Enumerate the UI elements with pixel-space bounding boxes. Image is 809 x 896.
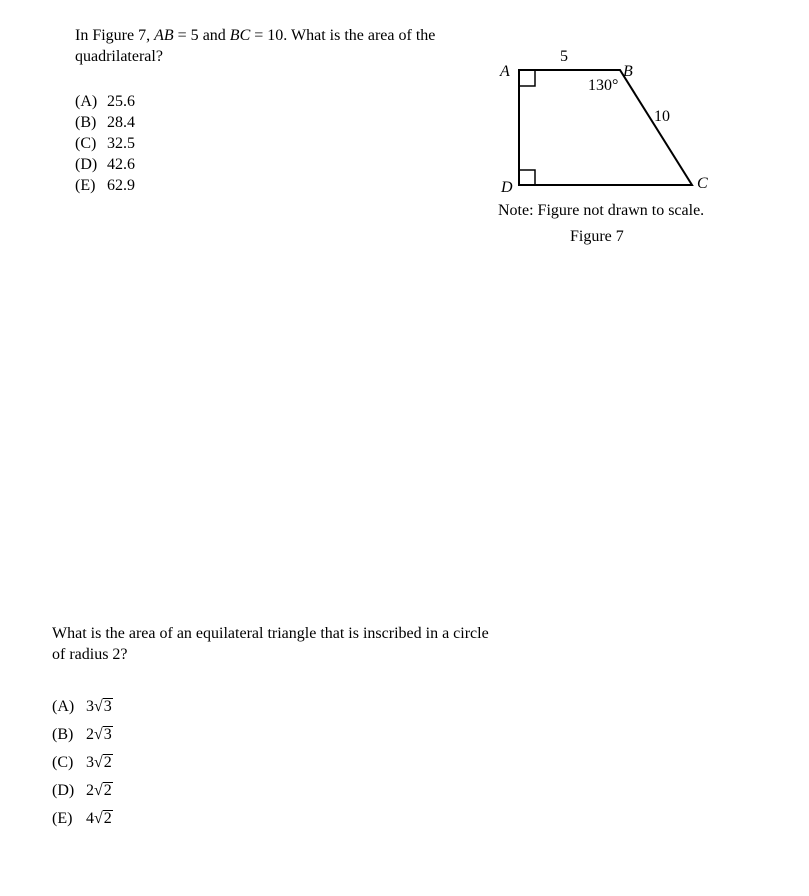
side-ab-length: 5	[560, 48, 568, 65]
choice-letter: (A)	[52, 698, 75, 715]
choice-c[interactable]	[52, 749, 113, 777]
choice-value: 28.4	[107, 114, 135, 131]
choice-d[interactable]	[75, 154, 135, 175]
right-angle-marker-d	[519, 170, 535, 185]
choice-coefficient: 4	[86, 810, 94, 827]
choice-letter: (A)	[75, 93, 98, 110]
figure-caption: Figure 7	[570, 228, 624, 245]
choice-letter: (D)	[75, 156, 98, 173]
radical-sign: √	[94, 810, 103, 827]
choice-value: 42.6	[107, 156, 135, 173]
q1-bc-label: BC	[229, 27, 251, 44]
radical-sign: √	[94, 698, 103, 715]
choice-letter: (E)	[75, 177, 96, 194]
choice-b[interactable]	[75, 112, 135, 133]
radicand: 2	[103, 810, 112, 827]
radical-expression	[94, 777, 113, 805]
figure-note: Note: Figure not drawn to scale.	[498, 202, 705, 219]
choice-c[interactable]	[75, 133, 135, 154]
choice-coefficient: 3	[86, 698, 94, 715]
vertex-b-label: B	[623, 63, 633, 80]
radical-sign: √	[94, 726, 103, 743]
q1-ab-label: AB	[154, 27, 174, 44]
angle-b-label: 130°	[588, 77, 619, 94]
question-1-choices	[75, 91, 135, 196]
choice-e[interactable]	[75, 175, 135, 196]
choice-letter: (B)	[52, 726, 74, 743]
radicand: 3	[103, 726, 112, 743]
choice-letter: (C)	[52, 754, 74, 771]
choice-value: 32.5	[107, 135, 135, 152]
choice-coefficient: 2	[86, 782, 94, 799]
question-1-text	[75, 25, 495, 67]
radical-expression	[94, 693, 113, 721]
question-2-text: What is the area of an equilateral triangle that is inscribed in a circle of radius 2?	[52, 625, 489, 663]
right-angle-marker-a	[519, 70, 535, 86]
q1-bc-equals: = 10	[254, 27, 284, 44]
choice-letter: (D)	[52, 782, 75, 799]
vertex-d-label: D	[501, 179, 513, 196]
choice-letter: (E)	[52, 810, 73, 827]
choice-coefficient: 3	[86, 754, 94, 771]
choice-coefficient: 2	[86, 726, 94, 743]
question-2-choices	[52, 693, 113, 833]
choice-b[interactable]	[52, 721, 113, 749]
radical-expression	[94, 721, 113, 749]
vertex-a-label: A	[500, 63, 510, 80]
radical-expression	[94, 749, 113, 777]
choice-a[interactable]	[52, 693, 113, 721]
q1-question: . What is the area of the quadrilateral?	[75, 27, 436, 65]
radical-sign: √	[94, 754, 103, 771]
choice-letter: (B)	[75, 114, 97, 131]
side-bc-length: 10	[654, 108, 670, 125]
choice-letter: (C)	[75, 135, 97, 152]
choice-e[interactable]	[52, 805, 113, 833]
radicand: 2	[103, 754, 112, 771]
radicand: 3	[103, 698, 112, 715]
q1-intro: In Figure 7,	[75, 27, 151, 44]
choice-value: 62.9	[107, 177, 135, 194]
radicand: 2	[103, 782, 112, 799]
q1-ab-equals: = 5	[177, 27, 199, 44]
choice-a[interactable]	[75, 91, 135, 112]
choice-d[interactable]	[52, 777, 113, 805]
radical-sign: √	[94, 782, 103, 799]
radical-expression	[94, 805, 113, 833]
choice-value: 25.6	[107, 93, 135, 110]
q1-and: and	[202, 27, 226, 44]
vertex-c-label: C	[697, 175, 708, 192]
